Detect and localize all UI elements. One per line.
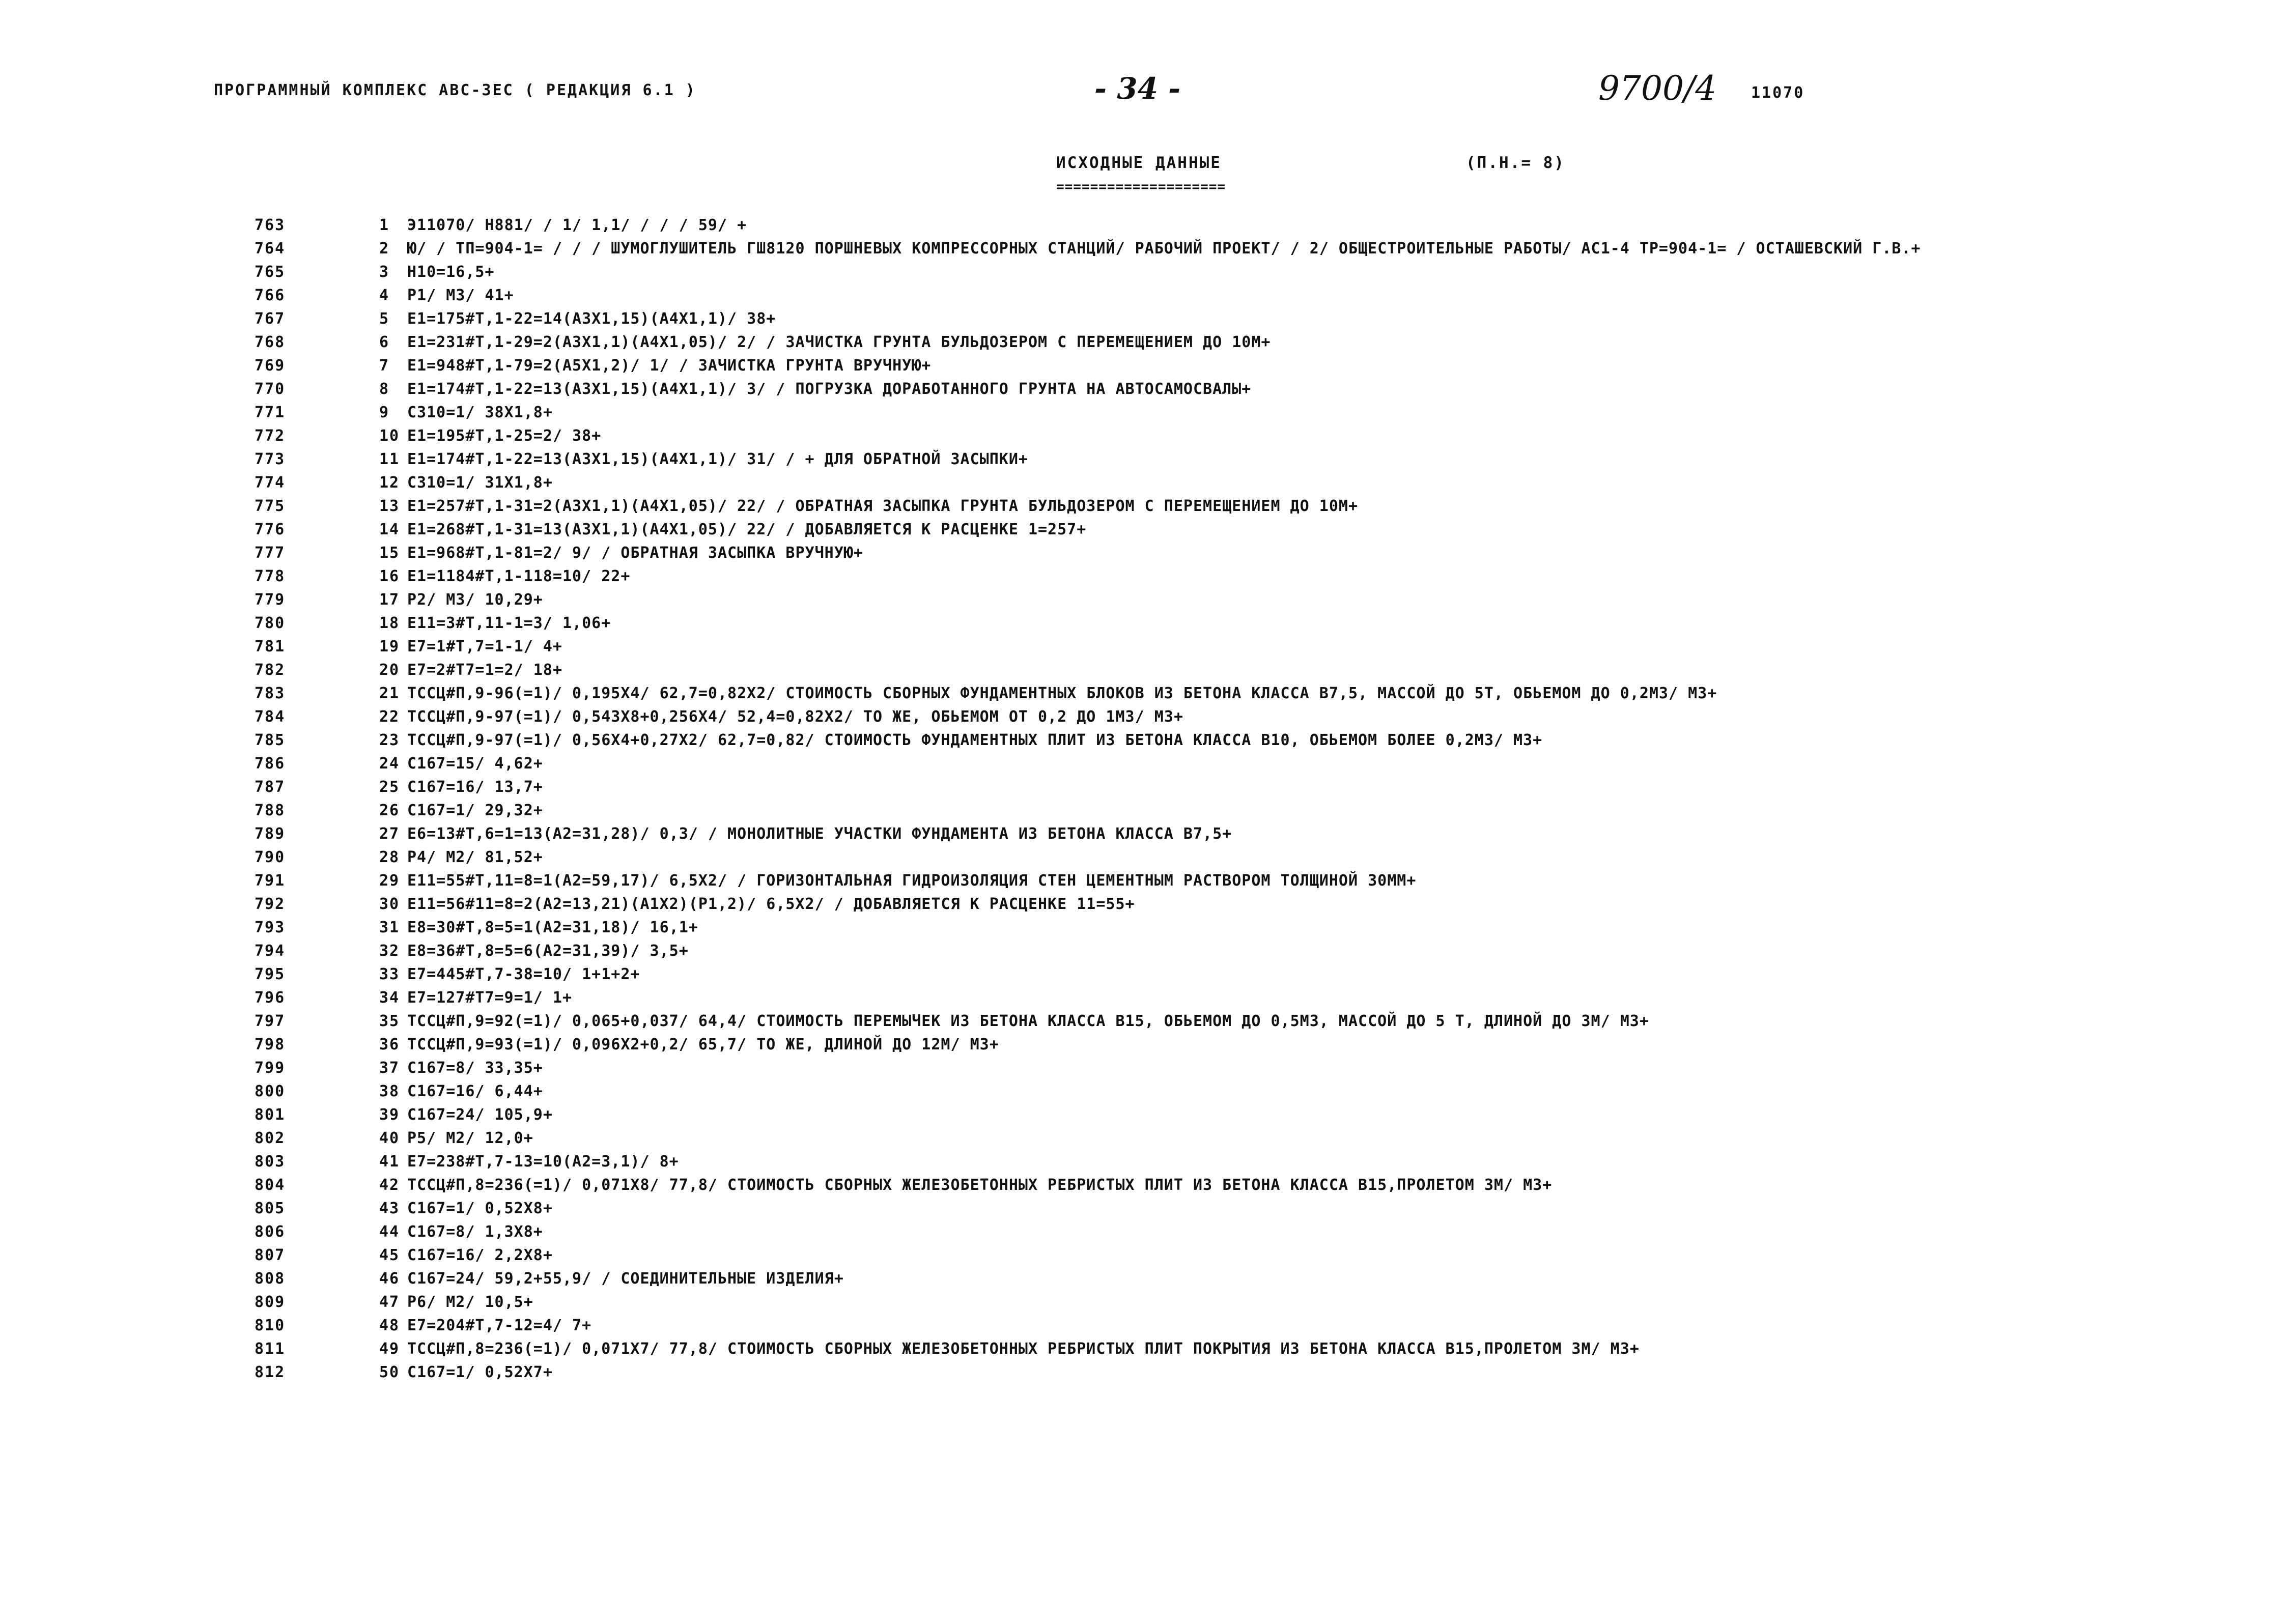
listing-row (0, 237, 2285, 261)
listing-row (0, 214, 2285, 237)
sequence-number: 19 (379, 638, 400, 656)
listing-row (0, 378, 2285, 401)
sequence-number: 32 (379, 942, 400, 960)
sequence-number: 48 (379, 1317, 400, 1334)
listing-row (0, 1267, 2285, 1291)
sequence-number: 10 (379, 427, 400, 445)
sequence-number: 31 (379, 919, 400, 936)
listing-row (0, 916, 2285, 939)
sequence-number: 1 (379, 216, 390, 234)
record-text: Р5/ М2/ 12,0+ (407, 1129, 533, 1147)
sequence-number: 28 (379, 848, 400, 866)
listing-row (0, 986, 2285, 1010)
listing-row (0, 565, 2285, 588)
sequence-number: 20 (379, 661, 400, 679)
line-number: 776 (255, 521, 286, 538)
record-text: Э11070/ Н881/ / 1/ 1,1/ / / / 59/ + (407, 216, 747, 234)
listing-row (0, 1103, 2285, 1127)
sequence-number: 13 (379, 497, 400, 515)
listing-row (0, 588, 2285, 612)
listing-row (0, 1314, 2285, 1337)
listing-row (0, 822, 2285, 846)
listing-row (0, 1033, 2285, 1057)
record-text: Р2/ М3/ 10,29+ (407, 591, 543, 609)
listing-row (0, 799, 2285, 822)
page-number: - 34 - (1094, 71, 1181, 106)
sequence-number: 43 (379, 1200, 400, 1217)
sequence-number: 42 (379, 1176, 400, 1194)
listing-row (0, 1291, 2285, 1314)
line-number: 777 (255, 544, 286, 562)
line-number: 768 (255, 333, 286, 351)
listing-row (0, 705, 2285, 729)
line-number: 764 (255, 240, 286, 258)
record-text: Р6/ М2/ 10,5+ (407, 1293, 533, 1311)
listing-row (0, 1244, 2285, 1267)
sequence-number: 18 (379, 614, 400, 632)
line-number: 780 (255, 614, 286, 632)
record-text: Е1=175#Т,1-22=14(А3Х1,15)(А4Х1,1)/ 38+ (407, 310, 776, 328)
sequence-number: 49 (379, 1340, 400, 1358)
section-title: ИСХОДНЫЕ ДАННЫЕ (1056, 154, 1222, 172)
record-text: Е1=231#Т,1-29=2(А3Х1,1)(А4Х1,05)/ 2/ / ЗАЧИСТКА ГРУНТА БУЛЬДОЗЕРОМ С ПЕРЕМЕЩЕНИЕМ ДО 10М+ (407, 333, 1271, 351)
listing-row (0, 963, 2285, 986)
listing-row (0, 1057, 2285, 1080)
record-text: С167=8/ 1,3Х8+ (407, 1223, 543, 1241)
line-number: 770 (255, 380, 286, 398)
sequence-number: 46 (379, 1270, 400, 1288)
line-number: 789 (255, 825, 286, 843)
record-text: Е1=268#Т,1-31=13(А3Х1,1)(А4Х1,05)/ 22/ / ДОБАВЛЯЕТСЯ К РАСЦЕНКЕ 1=257+ (407, 521, 1087, 538)
line-number: 786 (255, 755, 286, 773)
line-number: 809 (255, 1293, 286, 1311)
record-text: ТССЦ#П,9-96(=1)/ 0,195Х4/ 62,7=0,82Х2/ СТОИМОСТЬ СБОРНЫХ ФУНДАМЕНТНЫХ БЛОКОВ ИЗ БЕТОНА КЛАССА В7,5, МАССОЙ ДО 5Т, ОБЬЕМОМ ДО 0,2М3/ М3+ (407, 685, 1717, 702)
line-number: 765 (255, 263, 286, 281)
record-text: Е7=2#Т7=1=2/ 18+ (407, 661, 562, 679)
sequence-number: 27 (379, 825, 400, 843)
line-number: 774 (255, 474, 286, 492)
listing-row (0, 1010, 2285, 1033)
record-text: ТССЦ#П,9=92(=1)/ 0,065+0,037/ 64,4/ СТОИМОСТЬ ПЕРЕМЫЧЕК ИЗ БЕТОНА КЛАССА В15, ОБЬЕМОМ ДО 0,5М3, МАССОЙ ДО 5 Т, ДЛИНОЙ ДО 3М/ М3+ (407, 1012, 1649, 1030)
record-text: ТССЦ#П,9-97(=1)/ 0,56Х4+0,27Х2/ 62,7=0,82/ СТОИМОСТЬ ФУНДАМЕНТНЫХ ПЛИТ ИЗ БЕТОНА КЛАССА В10, ОБЬЕМОМ БОЛЕЕ 0,2М3/ М3+ (407, 731, 1543, 749)
record-text: Р1/ М3/ 41+ (407, 287, 514, 304)
line-number: 782 (255, 661, 286, 679)
section-underline: ==================== (1056, 179, 1226, 194)
record-text: Е7=1#Т,7=1-1/ 4+ (407, 638, 562, 656)
record-text: Ю/ / ТП=904-1= / / / ШУМОГЛУШИТЕЛЬ ГШ8120 ПОРШНЕВЫХ КОМПРЕССОРНЫХ СТАНЦИЙ/ РАБОЧИЙ ПРОЕКТ/ / 2/ ОБЩЕСТРОИТЕЛЬНЫЕ РАБОТЫ/ АС1-4 ТР=904-1= / ОСТАШЕВСКИЙ Г.В.+ (407, 240, 1921, 258)
record-text: Е11=56#11=8=2(А2=13,21)(А1Х2)(Р1,2)/ 6,5Х2/ / ДОБАВЛЯЕТСЯ К РАСЦЕНКЕ 11=55+ (407, 895, 1135, 913)
record-text: С167=16/ 6,44+ (407, 1082, 543, 1100)
listing-row (0, 1174, 2285, 1197)
record-text: Е7=127#Т7=9=1/ 1+ (407, 989, 573, 1007)
sequence-number: 9 (379, 404, 390, 421)
sequence-number: 29 (379, 872, 400, 890)
line-number: 799 (255, 1059, 286, 1077)
line-number: 783 (255, 685, 286, 702)
listing-row (0, 1127, 2285, 1150)
listing-row (0, 1361, 2285, 1384)
data-listing (0, 214, 2285, 1384)
record-text: С167=16/ 13,7+ (407, 778, 543, 796)
listing-row (0, 869, 2285, 893)
sequence-number: 6 (379, 333, 390, 351)
sequence-number: 24 (379, 755, 400, 773)
line-number: 778 (255, 567, 286, 585)
sequence-number: 11 (379, 450, 400, 468)
sequence-number: 33 (379, 965, 400, 983)
project-code: 11070 (1751, 84, 1805, 102)
listing-row (0, 682, 2285, 705)
listing-row (0, 354, 2285, 378)
listing-row (0, 612, 2285, 635)
listing-row (0, 752, 2285, 776)
line-number: 769 (255, 357, 286, 375)
sequence-number: 30 (379, 895, 400, 913)
line-number: 767 (255, 310, 286, 328)
listing-row (0, 1220, 2285, 1244)
line-number: 810 (255, 1317, 286, 1334)
line-number: 812 (255, 1363, 286, 1381)
document-number: 9700/4 (1598, 69, 1717, 108)
sequence-number: 14 (379, 521, 400, 538)
line-number: 797 (255, 1012, 286, 1030)
listing-row (0, 261, 2285, 284)
line-number: 804 (255, 1176, 286, 1194)
sequence-number: 7 (379, 357, 390, 375)
listing-row (0, 284, 2285, 307)
record-text: ТССЦ#П,9=93(=1)/ 0,096Х2+0,2/ 65,7/ ТО ЖЕ, ДЛИНОЙ ДО 12М/ М3+ (407, 1036, 999, 1053)
record-text: ТССЦ#П,8=236(=1)/ 0,071Х8/ 77,8/ СТОИМОСТЬ СБОРНЫХ ЖЕЛЕЗОБЕТОННЫХ РЕБРИСТЫХ ПЛИТ ИЗ БЕТОНА КЛАССА В15,ПРОЛЕТОМ 3М/ М3+ (407, 1176, 1553, 1194)
record-text: Е1=257#Т,1-31=2(А3Х1,1)(А4Х1,05)/ 22/ / ОБРАТНАЯ ЗАСЫПКА ГРУНТА БУЛЬДОЗЕРОМ С ПЕРЕМЕЩЕНИЕМ ДО 10М+ (407, 497, 1359, 515)
sequence-number: 45 (379, 1246, 400, 1264)
listing-row (0, 939, 2285, 963)
sequence-number: 44 (379, 1223, 400, 1241)
sequence-number: 36 (379, 1036, 400, 1053)
record-text: Р4/ М2/ 81,52+ (407, 848, 543, 866)
listing-row (0, 307, 2285, 331)
record-text: Е1=948#Т,1-79=2(А5Х1,2)/ 1/ / ЗАЧИСТКА ГРУНТА ВРУЧНУЮ+ (407, 357, 932, 375)
record-text: С167=1/ 0,52Х7+ (407, 1363, 553, 1381)
sequence-number: 22 (379, 708, 400, 726)
program-title: ПРОГРАММНЫЙ КОМПЛЕКС АВС-ЗЕС ( РЕДАКЦИЯ 6.1 ) (214, 81, 696, 99)
listing-row (0, 471, 2285, 495)
sequence-number: 50 (379, 1363, 400, 1381)
record-text: С310=1/ 38Х1,8+ (407, 404, 553, 421)
line-number: 766 (255, 287, 286, 304)
line-number: 794 (255, 942, 286, 960)
line-number: 792 (255, 895, 286, 913)
listing-row (0, 424, 2285, 448)
line-number: 793 (255, 919, 286, 936)
sequence-number: 15 (379, 544, 400, 562)
sequence-number: 26 (379, 802, 400, 819)
sequence-number: 5 (379, 310, 390, 328)
record-text: ТССЦ#П,8=236(=1)/ 0,071Х7/ 77,8/ СТОИМОСТЬ СБОРНЫХ ЖЕЛЕЗОБЕТОННЫХ РЕБРИСТЫХ ПЛИТ ПОКРЫТИЯ ИЗ БЕТОНА КЛАССА В15,ПРОЛЕТОМ 3М/ М3+ (407, 1340, 1640, 1358)
sequence-number: 12 (379, 474, 400, 492)
line-number: 787 (255, 778, 286, 796)
line-number: 800 (255, 1082, 286, 1100)
record-text: Е1=195#Т,1-25=2/ 38+ (407, 427, 602, 445)
record-text: Н10=16,5+ (407, 263, 495, 281)
sequence-number: 47 (379, 1293, 400, 1311)
record-text: Е7=204#Т,7-12=4/ 7+ (407, 1317, 592, 1334)
line-number: 798 (255, 1036, 286, 1053)
line-number: 784 (255, 708, 286, 726)
record-text: С167=8/ 33,35+ (407, 1059, 543, 1077)
sequence-number: 38 (379, 1082, 400, 1100)
record-text: Е6=13#Т,6=1=13(А2=31,28)/ 0,3/ / МОНОЛИТНЫЕ УЧАСТКИ ФУНДАМЕНТА ИЗ БЕТОНА КЛАССА В7,5+ (407, 825, 1232, 843)
line-number: 775 (255, 497, 286, 515)
record-text: Е1=174#Т,1-22=13(А3Х1,15)(А4Х1,1)/ 3/ / ПОГРУЗКА ДОРАБОТАННОГО ГРУНТА НА АВТОСАМОСВАЛЫ+ (407, 380, 1252, 398)
record-text: Е1=968#Т,1-81=2/ 9/ / ОБРАТНАЯ ЗАСЫПКА ВРУЧНУЮ+ (407, 544, 863, 562)
record-text: Е7=238#Т,7-13=10(А2=3,1)/ 8+ (407, 1153, 679, 1171)
record-text: Е11=55#Т,11=8=1(А2=59,17)/ 6,5Х2/ / ГОРИЗОНТАЛЬНАЯ ГИДРОИЗОЛЯЦИЯ СТЕН ЦЕМЕНТНЫМ РАСТВОРОМ ТОЛЩИНОЙ 30ММ+ (407, 872, 1417, 890)
sequence-number: 21 (379, 685, 400, 702)
sequence-number: 17 (379, 591, 400, 609)
line-number: 801 (255, 1106, 286, 1124)
line-number: 790 (255, 848, 286, 866)
listing-row (0, 1080, 2285, 1103)
line-number: 781 (255, 638, 286, 656)
line-number: 788 (255, 802, 286, 819)
record-text: С167=16/ 2,2Х8+ (407, 1246, 553, 1264)
line-number: 808 (255, 1270, 286, 1288)
sequence-number: 41 (379, 1153, 400, 1171)
line-number: 771 (255, 404, 286, 421)
listing-row (0, 542, 2285, 565)
listing-row (0, 659, 2285, 682)
record-text: С167=1/ 29,32+ (407, 802, 543, 819)
line-number: 763 (255, 216, 286, 234)
listing-row (0, 635, 2285, 659)
record-text: ТССЦ#П,9-97(=1)/ 0,543Х8+0,256Х4/ 52,4=0,82Х2/ ТО ЖЕ, ОБЬЕМОМ ОТ 0,2 ДО 1М3/ М3+ (407, 708, 1183, 726)
listing-row (0, 1337, 2285, 1361)
listing-row (0, 331, 2285, 354)
line-number: 773 (255, 450, 286, 468)
sequence-number: 2 (379, 240, 390, 258)
record-text: С310=1/ 31Х1,8+ (407, 474, 553, 492)
line-number: 811 (255, 1340, 286, 1358)
listing-row (0, 893, 2285, 916)
record-text: Е11=3#Т,11-1=3/ 1,06+ (407, 614, 611, 632)
record-text: С167=15/ 4,62+ (407, 755, 543, 773)
listing-row (0, 1150, 2285, 1174)
line-number: 807 (255, 1246, 286, 1264)
sequence-number: 35 (379, 1012, 400, 1030)
listing-row (0, 495, 2285, 518)
sequence-number: 34 (379, 989, 400, 1007)
line-number: 795 (255, 965, 286, 983)
record-text: Е1=1184#Т,1-118=10/ 22+ (407, 567, 631, 585)
line-number: 802 (255, 1129, 286, 1147)
record-text: Е7=445#Т,7-38=10/ 1+1+2+ (407, 965, 640, 983)
sequence-number: 39 (379, 1106, 400, 1124)
section-params: (П.Н.= 8) (1466, 154, 1565, 172)
record-text: С167=1/ 0,52Х8+ (407, 1200, 553, 1217)
listing-row (0, 729, 2285, 752)
sequence-number: 37 (379, 1059, 400, 1077)
listing-row (0, 448, 2285, 471)
record-text: Е8=36#Т,8=5=6(А2=31,39)/ 3,5+ (407, 942, 689, 960)
listing-row (0, 776, 2285, 799)
line-number: 772 (255, 427, 286, 445)
listing-row (0, 846, 2285, 869)
sequence-number: 23 (379, 731, 400, 749)
line-number: 779 (255, 591, 286, 609)
line-number: 785 (255, 731, 286, 749)
sequence-number: 16 (379, 567, 400, 585)
listing-row (0, 401, 2285, 424)
listing-row (0, 518, 2285, 542)
record-text: С167=24/ 105,9+ (407, 1106, 553, 1124)
record-text: Е8=30#Т,8=5=1(А2=31,18)/ 16,1+ (407, 919, 698, 936)
line-number: 805 (255, 1200, 286, 1217)
sequence-number: 4 (379, 287, 390, 304)
record-text: С167=24/ 59,2+55,9/ / СОЕДИНИТЕЛЬНЫЕ ИЗДЕЛИЯ+ (407, 1270, 844, 1288)
sequence-number: 40 (379, 1129, 400, 1147)
record-text: Е1=174#Т,1-22=13(А3Х1,15)(А4Х1,1)/ 31/ / + ДЛЯ ОБРАТНОЙ ЗАСЫПКИ+ (407, 450, 1028, 468)
listing-row (0, 1197, 2285, 1220)
line-number: 796 (255, 989, 286, 1007)
sequence-number: 25 (379, 778, 400, 796)
sequence-number: 8 (379, 380, 390, 398)
line-number: 806 (255, 1223, 286, 1241)
line-number: 803 (255, 1153, 286, 1171)
line-number: 791 (255, 872, 286, 890)
sequence-number: 3 (379, 263, 390, 281)
